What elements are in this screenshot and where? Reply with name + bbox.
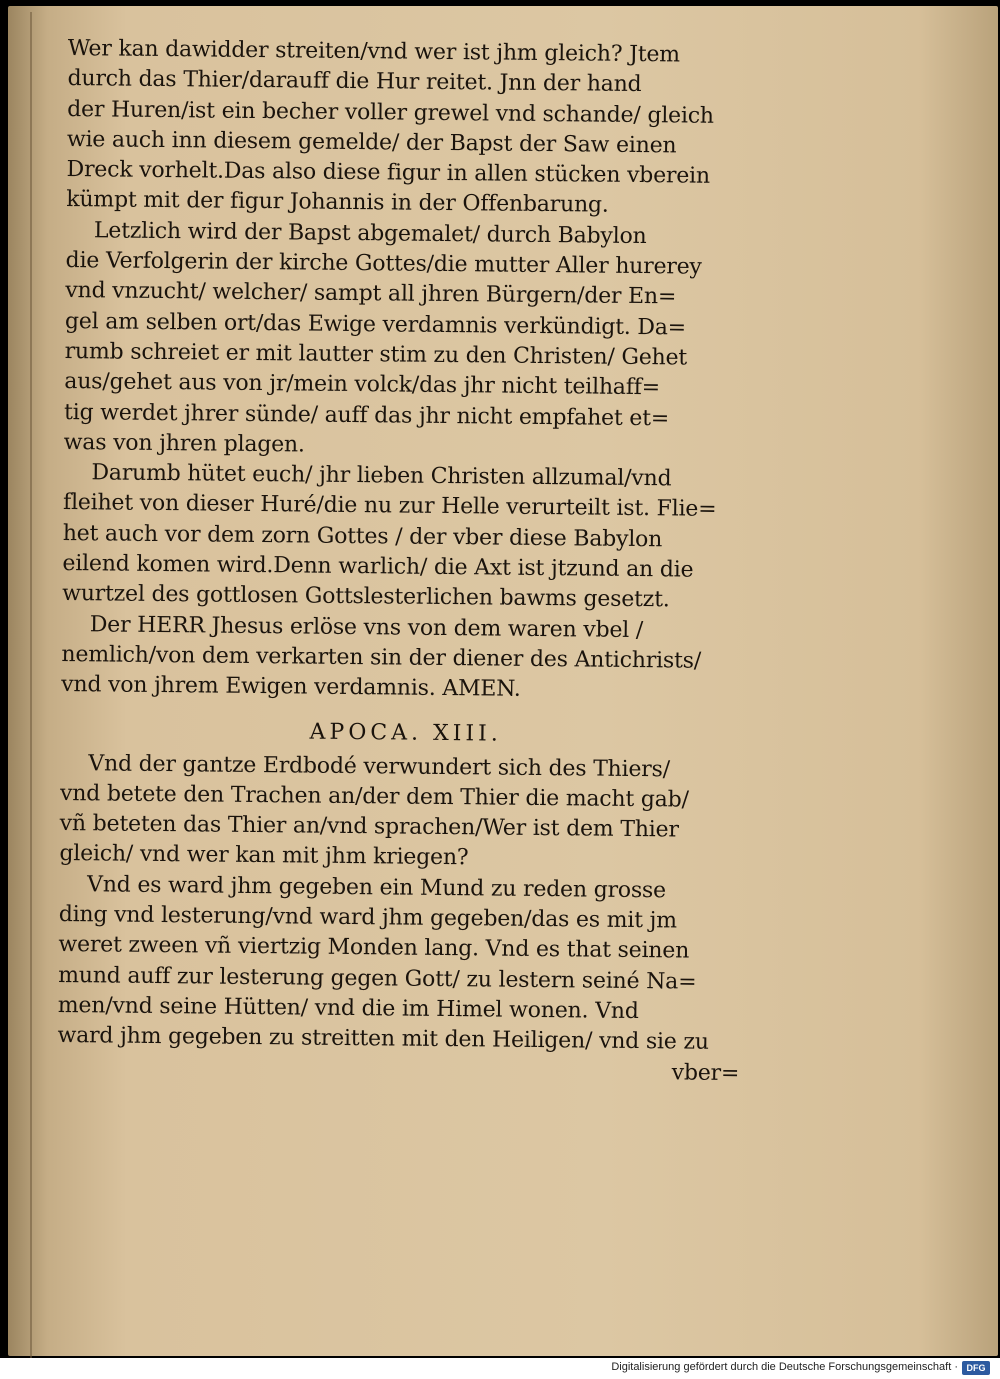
text-line: vñ beteten das Thier an/vnd sprachen/Wer ist dem Thier — [59, 811, 679, 843]
text-line: fleihet von dieser Huré/die nu zur Helle verurteilt ist. Flie= — [62, 490, 717, 523]
text-line: gleich/ vnd wer kan mit jhm kriegen? — [59, 841, 469, 871]
text-line: die Verfolgerin der kirche Gottes/die mutter Aller hurerey — [65, 248, 702, 280]
text-line: vnd betete den Trachen an/der dem Thier die macht gab/ — [59, 780, 689, 813]
text-line: tig werdet jhrer sünde/ auff das jhr nicht empfahet et= — [63, 399, 670, 431]
page-gutter — [30, 12, 32, 1358]
text-line: wie auch inn diesem gemelde/ der Bapst der Saw einen — [66, 126, 677, 159]
text-line: kümpt mit der figur Johannis in der Offenbarung. — [66, 187, 609, 219]
text-line: was von jhren plagen. — [63, 429, 305, 458]
catchword: vber= — [671, 1059, 740, 1086]
text-line: vnd vnzucht/ welcher/ sampt all jhren Bürgern/der En= — [65, 278, 677, 310]
text-line: Vnd der gantze Erdbodé verwundert sich des Thiers/ — [88, 750, 671, 782]
text-line: weret zween vñ viertzig Monden lang. Vnd es that seinen — [58, 932, 690, 964]
text-line: Wer kan dawidder streiten/vnd wer ist jhm gleich? Jtem — [67, 35, 681, 68]
text-line: gel am selben ort/das Ewige verdamnis verkündigt. Da= — [64, 308, 687, 341]
page-text — [57, 34, 758, 1089]
funding-credit: Digitalisierung gefördert durch die Deutsche Forschungsgemeinschaft · — [611, 1361, 958, 1373]
text-line: aus/gehet aus von jr/mein volck/das jhr nicht teilhaff= — [64, 369, 661, 401]
text-line: het auch vor dem zorn Gottes / der vber diese Babylon — [62, 520, 663, 552]
text-line: der Huren/ist ein becher voller grewel vnd schande/ gleich — [67, 96, 714, 129]
dfg-logo: DFG — [962, 1361, 990, 1375]
text-line: nemlich/von dem verkarten sin der diener des Antichrists/ — [61, 641, 702, 674]
text-line: mund auff zur lesterung gegen Gott/ zu lestern seiné Na= — [58, 962, 697, 995]
text-line: Dreck vorhelt.Das also diese figur in allen stücken vberein — [66, 157, 711, 189]
text-line: ward jhm gegeben zu streitten mit den Heiligen/ vnd sie zu — [57, 1023, 709, 1055]
text-line: rumb schreiet er mit lautter stim zu den Christen/ Gehet — [64, 338, 688, 371]
section-heading: APOCA. XIII. — [309, 719, 502, 747]
text-line: ding vnd lesterung/vnd ward jhm gegeben/das es mit jm — [58, 901, 678, 934]
text-line: Letzlich wird der Bapst abgemalet/ durch Babylon — [93, 218, 647, 249]
text-line: men/vnd seine Hütten/ vnd die im Himel wonen. Vnd — [57, 992, 639, 1024]
book-page — [8, 6, 998, 1356]
text-line: durch das Thier/darauff die Hur reitet. Jnn der hand — [67, 66, 642, 98]
text-line: vnd von jhrem Ewigen verdamnis. AMEN. — [61, 672, 521, 703]
text-line: wurtzel des gottlosen Gottslesterlichen bawms gesetzt. — [62, 581, 670, 613]
text-line: Darumb hütet euch/ jhr lieben Christen allzumal/vnd — [91, 460, 672, 492]
text-line: Der HERR Jhesus erlöse vns von dem waren vbel / — [89, 611, 644, 643]
footer-bar — [0, 1358, 1000, 1379]
text-line: eilend komen wird.Denn warlich/ die Axt ist jtzund an die — [62, 551, 694, 583]
text-line: Vnd es ward jhm gegeben ein Mund zu reden grosse — [86, 871, 667, 904]
